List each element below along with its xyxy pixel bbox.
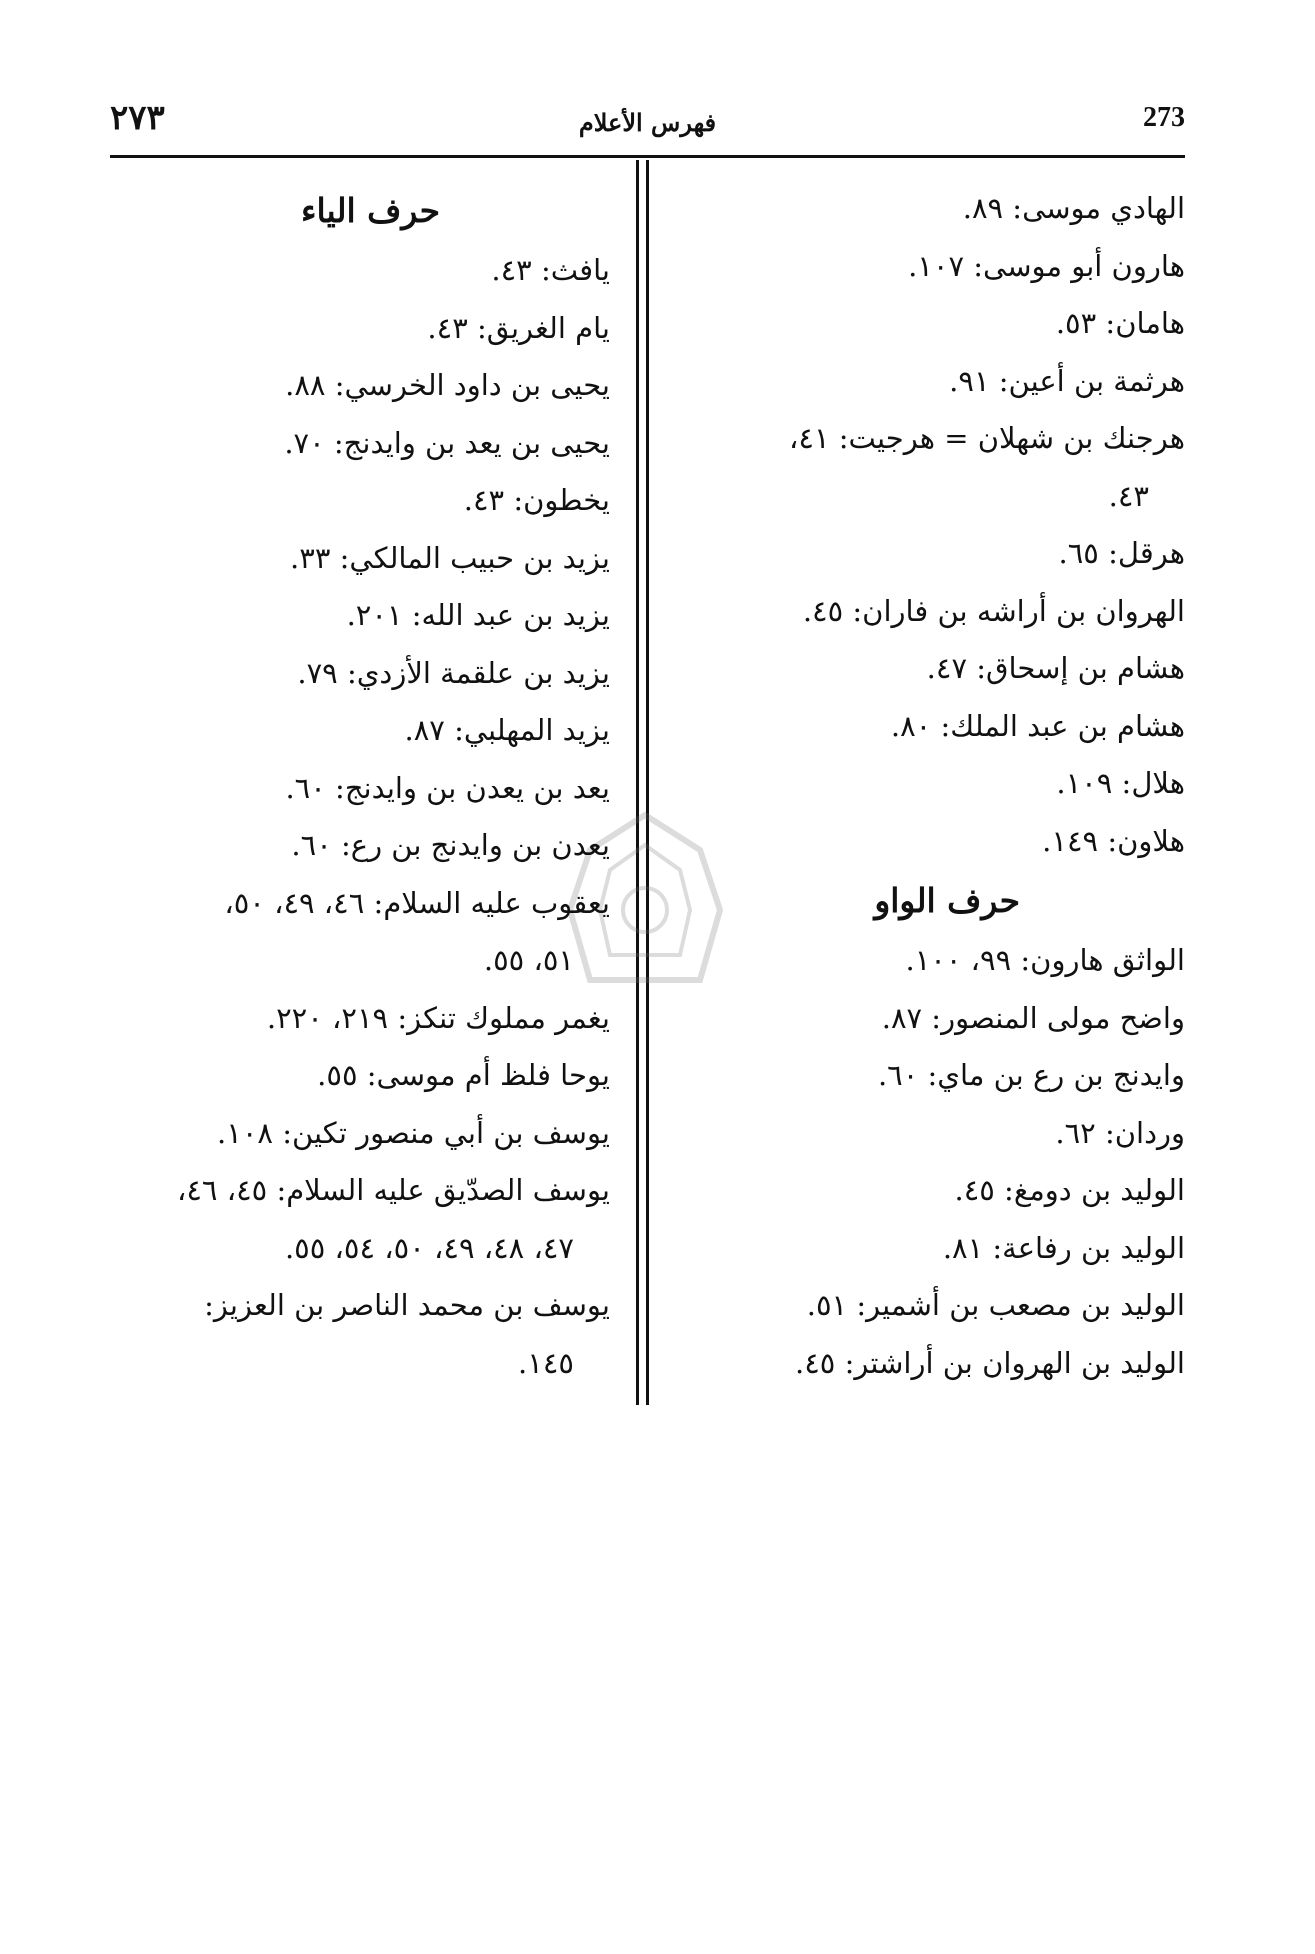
index-entry: وردان: ٦٢.: [1055, 1115, 1185, 1150]
index-entry: يزيد بن عبد الله: ٢٠١.: [346, 598, 610, 632]
index-entry: يام الغريق: ٤٣.: [427, 310, 610, 345]
index-entry: هرجنك بن شهلان = هرجيت: ٤١،: [789, 421, 1185, 455]
section-heading-ya: حرف الياء: [300, 191, 440, 230]
index-entry: الهادي موسى: ٨٩.: [962, 191, 1185, 225]
index-entry-continuation: ٤٧، ٤٨، ٤٩، ٥٠، ٥٤، ٥٥.: [284, 1230, 574, 1265]
section-heading-waw: حرف الواو: [874, 881, 1020, 920]
page-number-latin: 273: [1143, 102, 1185, 133]
column-divider: [646, 160, 649, 1405]
index-entry: يعقوب عليه السلام: ٤٦، ٤٩، ٥٠،: [224, 885, 610, 920]
index-entry: وايدنج بن رع بن ماي: ٦٠.: [877, 1058, 1185, 1092]
index-entry: يافث: ٤٣.: [491, 253, 610, 287]
index-entry: واضح مولى المنصور: ٨٧.: [881, 1000, 1185, 1035]
index-entry: الوليد بن دومغ: ٤٥.: [954, 1173, 1185, 1207]
index-entry: هامان: ٥٣.: [1055, 306, 1185, 340]
index-entry: هلاون: ١٤٩.: [1042, 823, 1185, 858]
index-entry: يوسف الصدّيق عليه السلام: ٤٥، ٤٦،: [176, 1173, 610, 1207]
index-entry: الوليد بن الهروان بن أراشتر: ٤٥.: [794, 1345, 1185, 1380]
index-entry: الوليد بن رفاعة: ٨١.: [942, 1230, 1185, 1265]
index-entry: يعدن بن وايدنج بن رع: ٦٠.: [291, 828, 610, 862]
index-entry: هلال: ١٠٩.: [1056, 766, 1185, 800]
index-entry: الهروان بن أراشه بن فاران: ٤٥.: [802, 593, 1185, 628]
index-entry: يزيد المهلبي: ٨٧.: [404, 713, 610, 747]
index-entry: هشام بن إسحاق: ٤٧.: [926, 651, 1185, 685]
index-entry: يحيى بن داود الخرسي: ٨٨.: [285, 368, 610, 402]
index-entry: يزيد بن حبيب المالكي: ٣٣.: [290, 540, 610, 575]
index-entry: يوحا فلظ أم موسى: ٥٥.: [317, 1058, 610, 1092]
index-entry: هشام بن عبد الملك: ٨٠.: [890, 708, 1185, 743]
index-entry: يخطون: ٤٣.: [463, 483, 610, 517]
index-entry: يوسف بن أبي منصور تكين: ١٠٨.: [217, 1115, 610, 1150]
index-entry: هارون أبو موسى: ١٠٧.: [908, 248, 1185, 283]
page-header: [110, 98, 1185, 138]
index-entry: الواثق هارون: ٩٩، ١٠٠.: [905, 943, 1185, 977]
index-entry: يوسف بن محمد الناصر بن العزيز:: [204, 1288, 610, 1322]
index-entry: يعد بن يعدن بن وايدنج: ٦٠.: [285, 770, 610, 805]
index-entry: هرثمة بن أعين: ٩١.: [949, 363, 1185, 398]
index-entry: يغمر مملوك تنكز: ٢١٩، ٢٢٠.: [266, 1000, 610, 1035]
index-entry: هرقل: ٦٥.: [1058, 536, 1185, 570]
page-number-arabic: ٢٧٣: [110, 98, 165, 138]
index-entry-continuation: ٤٣.: [1108, 478, 1149, 513]
index-entry: الوليد بن مصعب بن أشمير: ٥١.: [806, 1288, 1185, 1322]
index-entry-continuation: ٥١، ٥٥.: [483, 943, 574, 977]
index-entry: يزيد بن علقمة الأزدي: ٧٩.: [297, 655, 610, 690]
index-entry: يحيى بن يعد بن وايدنج: ٧٠.: [284, 425, 610, 460]
left-column: [100, 180, 610, 1392]
running-title: فهرس الأعلام: [578, 108, 717, 137]
header-rule: [110, 155, 1185, 158]
index-entry-continuation: ١٤٥.: [518, 1345, 574, 1380]
column-divider: [636, 160, 639, 1405]
right-column: [680, 180, 1185, 1392]
